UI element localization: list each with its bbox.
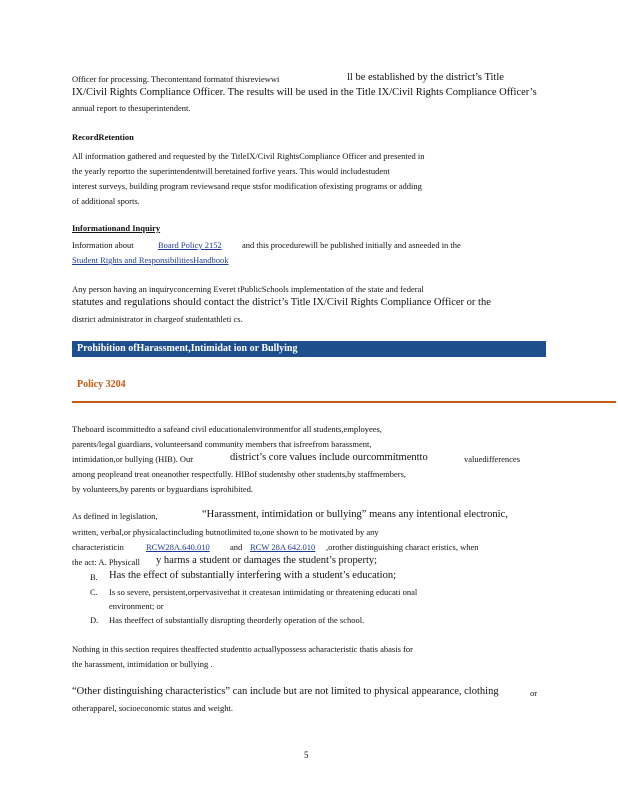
text-line: parents/legal guardians, volunteersand community members that isfreefrom harassment,	[72, 439, 372, 449]
list-item: Has theeffect of substantially disrupting theorderly operation of the school.	[109, 615, 365, 625]
text-line: or	[530, 688, 538, 698]
text-line: Theboard iscommittedto a safeand civil educationalenvironmentfor all students,employees,	[72, 424, 382, 434]
text-line: intimidation,or bullying (HIB). Our	[72, 454, 194, 464]
record-retention-heading: RecordRetention	[72, 132, 134, 142]
text-line: Information about	[72, 240, 134, 250]
list-item: Has the effect of substantially interfering with a student’s education;	[109, 570, 397, 581]
list-letter: D.	[90, 615, 99, 625]
text-line: district administrator in chargeof studentathleti cs.	[72, 314, 243, 324]
text-line: Officer for processing. Thecontentand formatof thisreviewwi	[72, 74, 280, 84]
text-line: “Other distinguishing characteristics” can include but are not limited to physical appearance, clothing	[72, 686, 499, 697]
text-line: ,orother distinguishing charact eristics, when	[326, 542, 479, 552]
text-line: As defined in legislation,	[72, 511, 158, 521]
text-line: statutes and regulations should contact the district’s Title IX/Civil Rights Compliance Officer or the	[72, 297, 491, 308]
list-letter: B.	[90, 572, 98, 582]
section-banner	[72, 341, 546, 357]
text-line: the act: A. Physicall	[72, 557, 140, 567]
text-line: annual report to thesuperintendent.	[72, 103, 191, 113]
text-line: y harms a student or damages the student’s property;	[156, 555, 378, 566]
text-line: by volunteers,by parents or byguardians isprohibited.	[72, 484, 254, 494]
text-line: “Harassment, intimidation or bullying” means any intentional electronic,	[202, 509, 508, 520]
text-line: interest surveys, building program reviewsand reque stsfor modification ofexisting programs or adding	[72, 181, 422, 191]
text-line: district’s core values include ourcommitmentto	[230, 452, 428, 463]
list-item: Is so severe, persistent,orpervasivethat it createsan intimidating or threatening educati onal	[109, 587, 418, 597]
text-line: the harassment, intimidation or bullying .	[72, 659, 213, 669]
policy-heading: Policy 3204	[77, 379, 126, 390]
text-line: characteristicin	[72, 542, 124, 552]
horizontal-divider	[72, 401, 616, 403]
text-line: Nothing in this section requires theaffected studentto actuallypossess acharacteristic thatis abasis for	[72, 644, 413, 654]
student-rights-handbook-link[interactable]: Student Rights and ResponsibilitiesHandbook	[72, 255, 229, 265]
text-line: All information gathered and requested by the TitleIX/Civil RightsCompliance Officer and presented in	[72, 151, 425, 161]
text-line: of additional sports.	[72, 196, 140, 206]
text-line: valuedifferences	[464, 454, 521, 464]
text-line: the yearly reportto the superintendentwill beretained forfive years. This would includestudent	[72, 166, 390, 176]
text-line: and	[230, 542, 243, 552]
text-line: and this procedurewill be published initially and asneeded in the	[242, 240, 461, 250]
list-item-continuation: environment; or	[109, 601, 164, 611]
information-inquiry-heading: Informationand Inquiry	[72, 223, 161, 233]
list-letter: C.	[90, 587, 98, 597]
page-number: 5	[304, 750, 309, 760]
text-line: IX/Civil Rights Compliance Officer. The results will be used in the Title IX/Civil Rights Compliance Officer’s	[72, 87, 537, 98]
rcw-28a-640-010-link[interactable]: RCW28A.640.010	[146, 542, 210, 552]
board-policy-2152-link[interactable]: Board Policy 2152	[158, 240, 222, 250]
banner-title: Prohibition ofHarassment,Intimidat ion or Bullying	[77, 343, 298, 354]
rcw-28a-642-010-link[interactable]: RCW 28A 642.010	[250, 542, 316, 552]
text-line: otherapparel, socioeconomic status and weight.	[72, 703, 233, 713]
text-line: written, verbal,or physicalactincluding butnotlimited to,one shown to be motivated by any	[72, 527, 379, 537]
text-line: ll be established by the district’s Title	[347, 72, 504, 83]
text-line: among peopleand treat oneanother respectfully. HIBof studentsby other students,by staffmembers,	[72, 469, 407, 479]
text-line: Any person having an inquiryconcerning Everet tPublicSchools implementation of the state and federal	[72, 284, 424, 294]
